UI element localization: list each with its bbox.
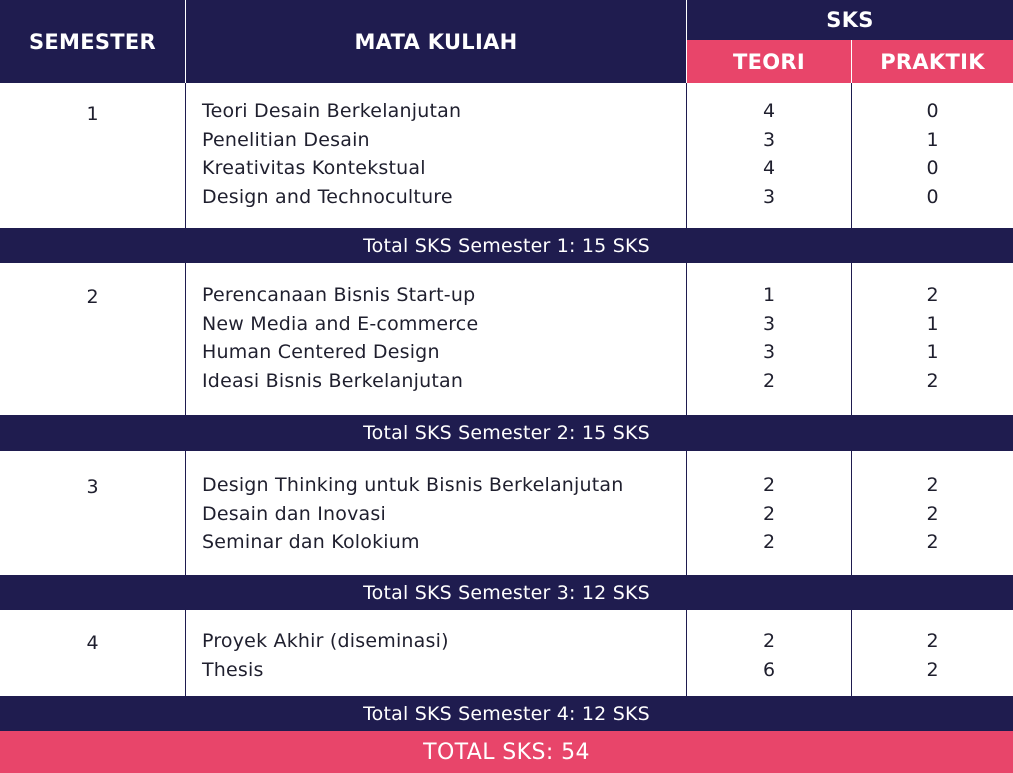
- table-row: [0, 129, 1013, 158]
- semester-number: 2: [86, 286, 99, 308]
- course-name: Penelitian Desain: [202, 128, 370, 151]
- course-teori: 4: [762, 100, 776, 122]
- course-praktik: 0: [926, 186, 939, 209]
- table-row: [0, 370, 1013, 399]
- table-row: [0, 313, 1013, 342]
- course-praktik: 2: [926, 658, 939, 681]
- table-row: [0, 503, 1013, 532]
- course-praktik: 1: [926, 312, 939, 335]
- course-teori: 2: [762, 502, 776, 525]
- course-name: Perencanaan Bisnis Start-up: [202, 284, 476, 306]
- header-mata-kuliah: MATA KULIAH: [186, 0, 686, 83]
- course-teori: 2: [762, 531, 776, 554]
- semester-block-3: [0, 451, 1013, 575]
- table-row: [0, 659, 1013, 688]
- course-name: Proyek Akhir (diseminasi): [202, 630, 449, 652]
- course-name: Seminar dan Kolokium: [202, 531, 420, 554]
- course-name: Desain dan Inovasi: [202, 502, 386, 525]
- table-row: [0, 100, 1013, 129]
- semester-block-4: [0, 610, 1013, 696]
- course-praktik: 2: [926, 370, 939, 393]
- course-praktik: 2: [926, 474, 939, 496]
- semester-total-1: Total SKS Semester 1: 15 SKS: [0, 228, 1013, 263]
- course-teori: 3: [762, 341, 776, 364]
- table-row: [0, 630, 1013, 659]
- table-row: [0, 157, 1013, 186]
- course-name: Human Centered Design: [202, 341, 440, 364]
- semester-block-1: [0, 83, 1013, 228]
- course-teori: 6: [762, 658, 776, 681]
- table-row: [0, 284, 1013, 313]
- course-teori: 4: [762, 157, 776, 180]
- course-teori: 2: [762, 630, 776, 652]
- header-sks: SKS: [687, 0, 1013, 40]
- course-name: Design and Technoculture: [202, 186, 453, 209]
- course-name: Thesis: [202, 658, 264, 681]
- course-teori: 3: [762, 312, 776, 335]
- semester-total-3: Total SKS Semester 3: 12 SKS: [0, 575, 1013, 610]
- course-praktik: 0: [926, 100, 939, 122]
- course-name: Ideasi Bisnis Berkelanjutan: [202, 370, 464, 393]
- course-teori: 3: [762, 128, 776, 151]
- header-semester: SEMESTER: [0, 0, 185, 83]
- header-teori: TEORI: [687, 40, 851, 83]
- course-name: Kreativitas Kontekstual: [202, 157, 426, 180]
- course-praktik: 0: [926, 157, 939, 180]
- course-teori: 2: [762, 474, 776, 496]
- table-row: [0, 531, 1013, 560]
- course-name: Design Thinking untuk Bisnis Berkelanjutan: [202, 474, 624, 496]
- course-praktik: 2: [926, 630, 939, 652]
- semester-total-4: Total SKS Semester 4: 12 SKS: [0, 696, 1013, 731]
- course-praktik: 2: [926, 502, 939, 525]
- course-praktik: 2: [926, 284, 939, 306]
- semester-total-2: Total SKS Semester 2: 15 SKS: [0, 415, 1013, 451]
- semester-number: 1: [86, 103, 99, 125]
- course-teori: 3: [762, 186, 776, 209]
- header-praktik: PRAKTIK: [852, 40, 1013, 83]
- course-name: New Media and E-commerce: [202, 312, 479, 335]
- table-header: [0, 0, 1013, 83]
- semester-block-2: [0, 263, 1013, 415]
- table-row: [0, 474, 1013, 503]
- table-row: [0, 186, 1013, 215]
- course-praktik: 1: [926, 341, 939, 364]
- course-praktik: 1: [926, 128, 939, 151]
- course-name: Teori Desain Berkelanjutan: [202, 100, 462, 122]
- table-row: [0, 341, 1013, 370]
- course-teori: 1: [762, 284, 776, 306]
- semester-number: 3: [86, 476, 99, 498]
- course-praktik: 2: [926, 531, 939, 554]
- semester-number: 4: [86, 632, 99, 654]
- course-teori: 2: [762, 370, 776, 393]
- grand-total: TOTAL SKS: 54: [0, 731, 1013, 773]
